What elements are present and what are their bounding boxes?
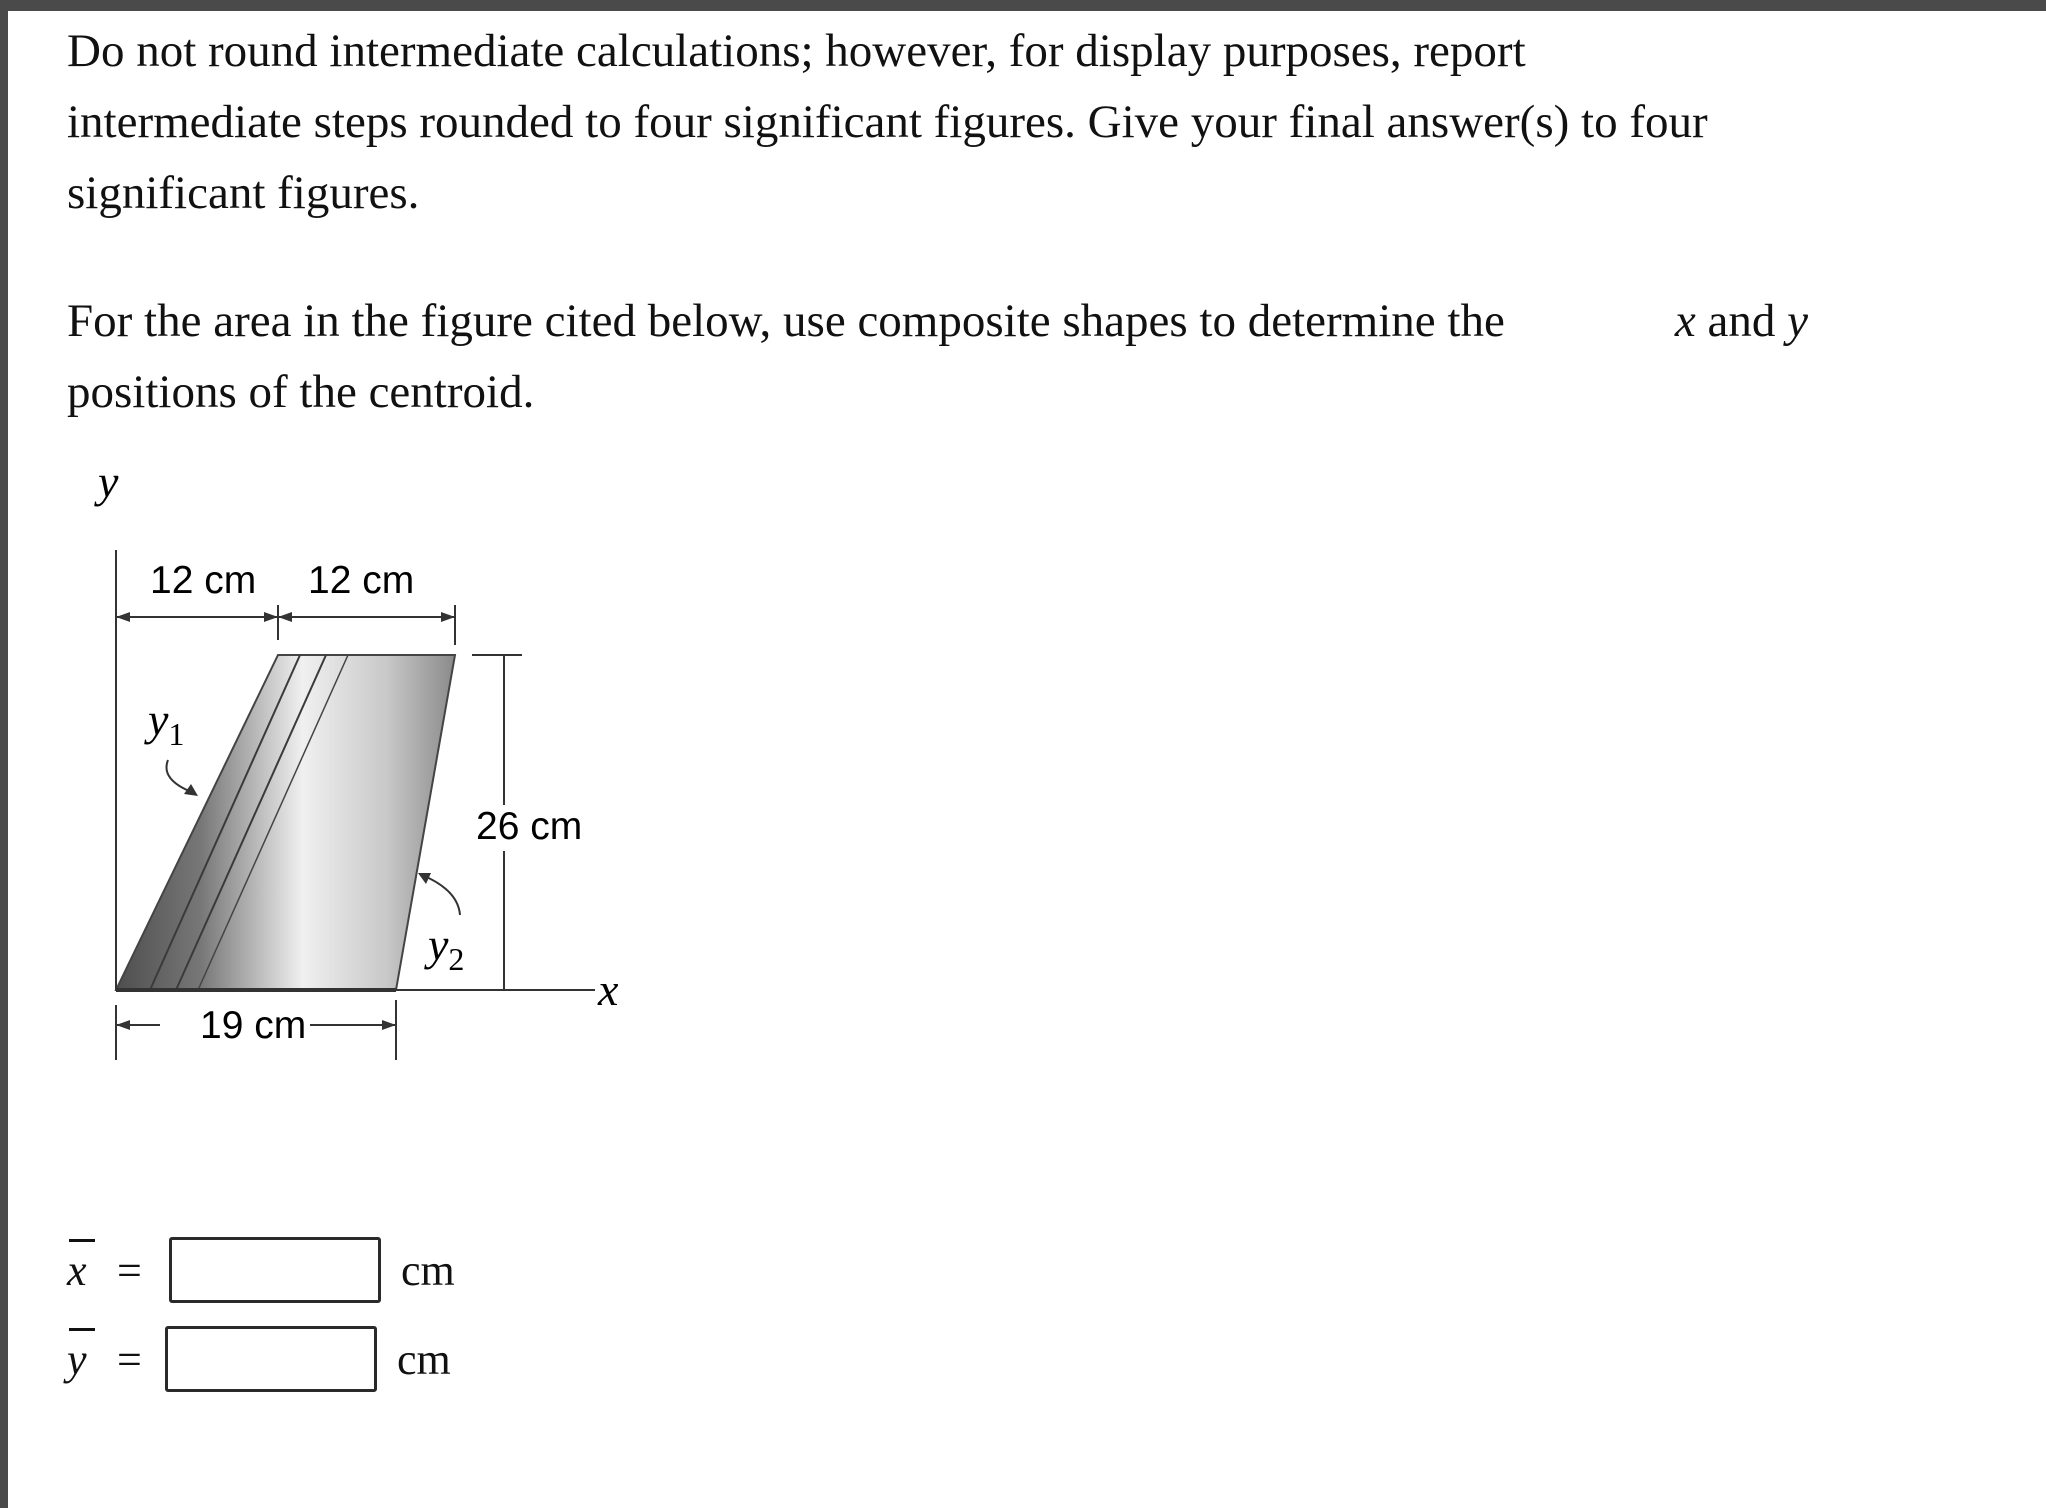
dim-arrowhead bbox=[278, 612, 292, 622]
x-unit-label: cm bbox=[401, 1246, 455, 1295]
trapezoid-figure bbox=[90, 460, 650, 1070]
x-bar-label: x bbox=[67, 1233, 87, 1308]
x-bar-input[interactable] bbox=[169, 1237, 381, 1303]
dim-top-right-label: 12 cm bbox=[308, 559, 415, 602]
dim-arrowhead bbox=[116, 1020, 130, 1030]
curve-2-label: $y_2$ bbox=[428, 919, 465, 977]
y-unit-label: cm bbox=[397, 1335, 451, 1384]
y-bar-input[interactable] bbox=[165, 1326, 377, 1392]
instructions-line-1: Do not round intermediate calculations; however, for display purposes, report bbox=[67, 25, 1526, 77]
curve-1-label: $y_1$ bbox=[148, 694, 185, 752]
dim-height-label: 26 cm bbox=[476, 805, 583, 848]
dim-arrowhead bbox=[382, 1020, 396, 1030]
dim-top-left-label: 12 cm bbox=[150, 559, 257, 602]
figure-svg bbox=[90, 460, 650, 1070]
question-var-y: y bbox=[1787, 295, 1808, 347]
dim-bottom-label: 19 cm bbox=[200, 1004, 307, 1047]
dim-arrowhead bbox=[264, 612, 278, 622]
y-bar-label: y bbox=[67, 1322, 87, 1397]
window-frame-left bbox=[0, 0, 8, 1508]
dim-arrowhead bbox=[116, 612, 130, 622]
question-text-before: For the area in the figure cited below, use composite shapes to determine the bbox=[67, 295, 1505, 347]
equals-sign: = bbox=[117, 1246, 142, 1295]
equals-sign: = bbox=[117, 1335, 142, 1384]
question-and: and bbox=[1707, 295, 1776, 347]
dim-arrowhead bbox=[441, 612, 455, 622]
x-axis-label: x bbox=[598, 964, 619, 1015]
instructions-line-3: significant figures. bbox=[67, 167, 420, 219]
question-var-x: x bbox=[1674, 295, 1696, 347]
y-axis-label: y bbox=[98, 460, 119, 507]
overline bbox=[69, 1239, 95, 1242]
window-frame-top bbox=[0, 0, 2046, 11]
question-text-after: positions of the centroid. bbox=[67, 366, 535, 418]
question-text bbox=[67, 286, 1967, 428]
overline bbox=[69, 1328, 95, 1331]
instructions-text bbox=[67, 16, 1967, 229]
curve-2-pointer bbox=[422, 875, 460, 915]
instructions-line-2: intermediate steps rounded to four significant figures. Give your final answer(s) to four bbox=[67, 96, 1708, 148]
